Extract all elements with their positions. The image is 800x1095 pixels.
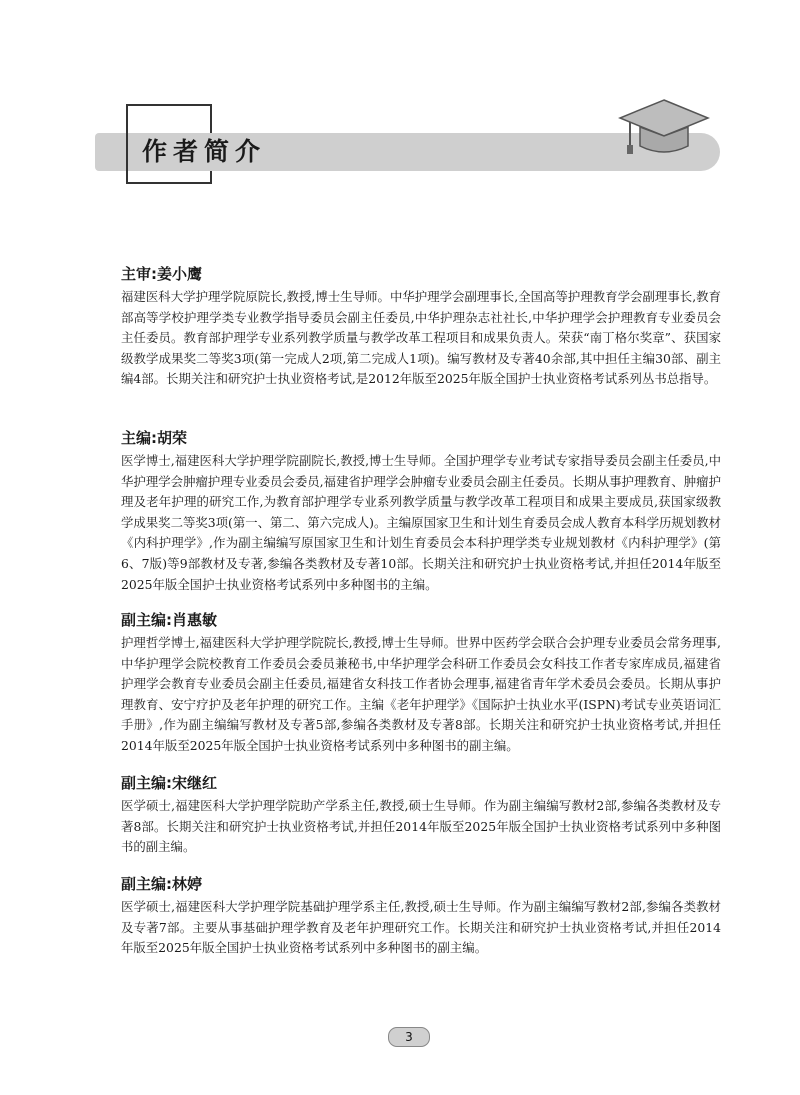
- page-number: 3: [388, 1027, 430, 1047]
- author-section-deputy-editor-2: [121, 772, 721, 858]
- section-heading: 副主编:林婷: [121, 875, 202, 893]
- section-body: 福建医科大学护理学院原院长,教授,博士生导师。中华护理学会副理事长,全国高等护理教育学会副理事长,教育部高等学校护理学类专业教学指导委员会副主任委员,中华护理杂志社社长,中华护理学会护理教育专业委员会主任委员。教育部护理学专业系列教学质量与教学改革工程项目和成果负责人。荣获“南丁格尔奖章”、获国家级教学成果奖二等奖3项(第一完成人2项,第二完成人1项)。编写教材及专著40余部,其中担任主编30部、副主编4部。长期关注和研究护士执业资格考试,是2012年版至2025年版全国护士执业资格考试系列丛书总指导。: [121, 289, 721, 387]
- section-heading: 副主编:宋继红: [121, 774, 217, 792]
- header-frame-underline: [126, 182, 212, 184]
- author-section-chief-editor: [121, 427, 721, 595]
- author-section-chief-reviewer: [121, 263, 721, 390]
- section-heading: 主审:姜小鹰: [121, 265, 202, 283]
- section-heading: 副主编:肖惠敏: [121, 611, 217, 629]
- author-section-deputy-editor-1: [121, 609, 721, 757]
- section-body: 护理哲学博士,福建医科大学护理学院院长,教授,博士生导师。世界中医药学会联合会护理专业委员会常务理事,中华护理学会院校教育工作委员会委员兼秘书,中华护理学会科研工作委员会女科技工作者专家库成员,福建省护理学会教育专业委员会副主任委员,福建省女科技工作者协会理事,福建省青年学术委员会委员。长期从事护理教育、安宁疗护及老年护理的研究工作。主编《老年护理学》《国际护士执业水平(ISPN)考试专业英语词汇手册》,作为副主编编写教材及专著5部,参编各类教材及专著8部。长期关注和研究护士执业资格考试,并担任2014年版至2025年版全国护士执业资格考试系列中多种图书的副主编。: [121, 635, 721, 753]
- graduation-cap-icon: [618, 98, 710, 164]
- author-section-deputy-editor-3: [121, 873, 721, 959]
- page-title: 作者简介: [142, 133, 270, 171]
- section-heading: 主编:胡荣: [121, 429, 187, 447]
- section-body: 医学硕士,福建医科大学护理学院基础护理学系主任,教授,硕士生导师。作为副主编编写教材2部,参编各类教材及专著7部。主要从事基础护理学教育及老年护理研究工作。长期关注和研究护士执业资格考试,并担任2014年版至2025年版全国护士执业资格考试系列中多种图书的副主编。: [121, 899, 721, 956]
- section-body: 医学硕士,福建医科大学护理学院助产学系主任,教授,硕士生导师。作为副主编编写教材2部,参编各类教材及专著8部。长期关注和研究护士执业资格考试,并担任2014年版至2025年版全国护士执业资格考试系列中多种图书的副主编。: [121, 798, 721, 855]
- section-body: 医学博士,福建医科大学护理学院副院长,教授,博士生导师。全国护理学专业考试专家指导委员会副主任委员,中华护理学会肿瘤护理专业委员会委员,福建省护理学会肿瘤专业委员会副主任委员。长期从事护理教育、肿瘤护理及老年护理的研究工作,为教育部护理学专业系列教学质量与教学改革工程项目和成果主要成员,获国家级教学成果奖二等奖3项(第一、第二、第六完成人)。主编原国家卫生和计划生育委员会成人教育本科学历规划教材《内科护理学》,作为副主编编写原国家卫生和计划生育委员会本科护理学类专业规划教材《内科护理学》(第6、7版)等9部教材及专著,参编各类教材及专著10部。长期关注和研究护士执业资格考试,并担任2014年版至2025年版全国护士执业资格考试系列中多种图书的主编。: [121, 453, 721, 592]
